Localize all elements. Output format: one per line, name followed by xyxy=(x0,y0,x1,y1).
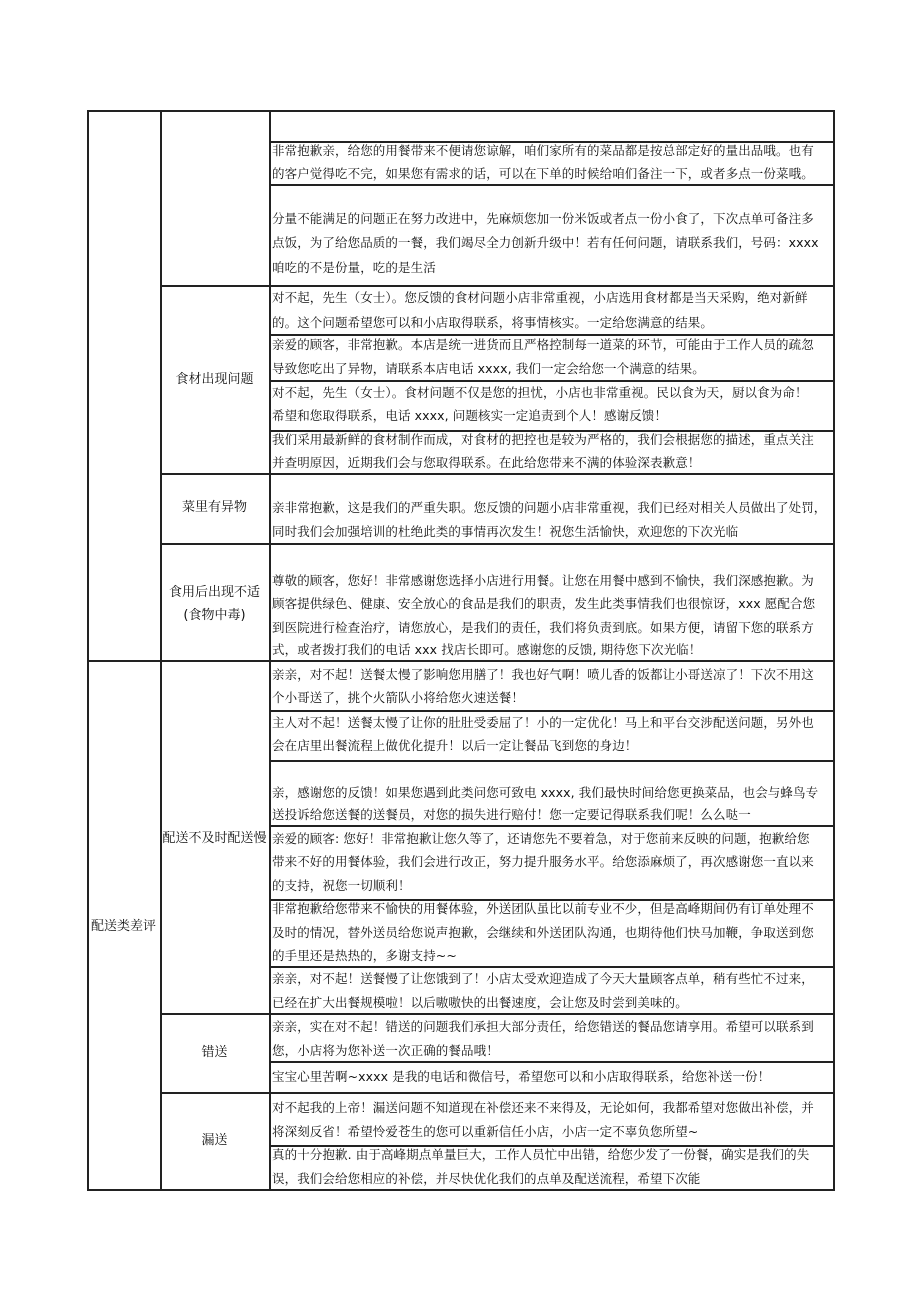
reply-line-missed: 误，我们会给您相应的补偿，并尽快优化我们的点单及配送流程，希望下次能 xyxy=(272,1171,701,1186)
reply-line-late: 亲亲，对不起！送餐慢了让您饿到了！小店太受欢迎造成了今天大量顾客点单，稍有些忙不过来， xyxy=(272,971,814,986)
subcategory-divider xyxy=(160,1013,269,1015)
column-divider-1 xyxy=(160,110,162,1189)
reply-line-portion: 的客户觉得吃不完，如果您有需求的话，可以在下单的时候给咱们备注一下，或者多点一份菜哦。 xyxy=(272,166,814,181)
reply-line-foreign: 同时我们会加强培训的杜绝此类的事情再次发生！祝您生活愉快，欢迎您的下次光临 xyxy=(272,524,739,539)
subcategory-label-foreign: 菜里有异物 xyxy=(181,500,247,515)
reply-line-portion: 非常抱歉亲，给您的用餐带来不便请您谅解，咱们家所有的菜品都是按总部定好的量出品哦。也有 xyxy=(272,143,814,158)
reply-line-illness: 顾客提供绿色、健康、安全放心的食品是我们的职责，发生此类事情我们也很惊讶，xxx 愿配合您 xyxy=(272,596,816,611)
reply-line-portion: 点饭，为了给您品质的一餐，我们竭尽全力创新升级中！若有任何问题，请联系我们，号码：xxxx xyxy=(272,235,819,250)
reply-divider xyxy=(269,543,833,545)
subcategory-divider xyxy=(160,285,269,287)
reply-line-food: 我们采用最新鲜的食材制作而成，对食材的把控也是较为严格的，我们会根据您的描述，重点关注 xyxy=(272,432,814,447)
reply-line-late: 带来不好的用餐体验，我们会进行改正，努力提升服务水平。给您添麻烦了，再次感谢您一直以来 xyxy=(272,854,814,869)
reply-line-food: 导致您吃出了异物，请联系本店电话 xxxx, 我们一定会给您一个满意的结果。 xyxy=(272,361,705,376)
reply-line-late: 的支持，祝您一切顺利！ xyxy=(272,878,411,893)
reply-line-late: 非常抱歉给您带来不愉快的用餐体验，外送团队虽比以前专业不少，但是高峰期间仍有订单处理不 xyxy=(272,901,814,916)
reply-line-illness: 到医院进行检查治疗，请您放心，是我们的责任，我们将负责到底。如果方便，请留下您的联系方 xyxy=(272,620,814,635)
reply-line-late: 会在店里出餐流程上做优化提升！以后一定让餐品飞到您的身边！ xyxy=(272,738,638,753)
subcategory-label-missed: 漏送 xyxy=(201,1133,228,1148)
reply-line-wrong: 亲亲，实在对不起！错送的问题我们承担大部分责任，给您错送的餐品您请享用。希望可以联系到 xyxy=(272,1019,814,1034)
subcategory-label-illness: 食用后出现不适 xyxy=(168,585,260,600)
reply-line-food: 亲爱的顾客，非常抱歉。本店是统一进货而且严格控制每一道菜的环节，可能由于工作人员的疏忽 xyxy=(272,337,814,352)
reply-line-illness: 式，或者拨打我们的电话 xxx 找店长即可。感谢您的反馈, 期待您下次光临！ xyxy=(272,642,702,657)
reply-line-food: 对不起，先生（女士）。食材问题不仅是您的担忧，小店也非常重视。民以食为天，厨以食为命！ xyxy=(272,385,808,400)
reply-line-wrong: 宝宝心里苦啊~xxxx 是我的电话和微信号，希望您可以和小店取得联系，给您补送一份！ xyxy=(272,1069,771,1084)
subcategory-divider xyxy=(160,543,269,545)
subcategory-divider xyxy=(160,473,269,475)
reply-line-illness: 尊敬的顾客，您好！非常感谢您选择小店进行用餐。让您在用餐中感到不愉快，我们深感抱歉。为 xyxy=(272,573,814,588)
reply-line-late: 及时的情况，替外送员给您说声抱歉，会继续和外送团队沟通，也期待他们快马加鞭，争取送到您 xyxy=(272,925,814,940)
subcategory-divider xyxy=(160,660,269,662)
reply-line-food: 希望和您取得联系，电话 xxxx, 问题核实一定追责到个人！感谢反馈！ xyxy=(272,408,668,423)
reply-line-late: 已经在扩大出餐规模啦！以后嗷嗷快的出餐速度，会让您及时尝到美味的。 xyxy=(272,995,688,1010)
subcategory-label-wrong: 错送 xyxy=(201,1045,228,1060)
reply-line-late: 亲爱的顾客: 您好！非常抱歉让您久等了，还请您先不要着急，对于您前来反映的问题，抱歉给您 xyxy=(272,831,810,846)
table-border-right xyxy=(833,110,835,1189)
category-divider xyxy=(87,660,160,662)
reply-line-late: 主人对不起！送餐太慢了让你的肚肚受委屈了！小的一定优化！马上和平台交涉配送问题，另外也 xyxy=(272,715,814,730)
reply-line-food: 对不起，先生（女士）。您反馈的食材问题小店非常重视，小店选用食材都是当天采购，绝对新鲜 xyxy=(272,290,808,305)
reply-line-late: 个小哥送了，挑个火箭队小将给您火速送餐！ xyxy=(272,690,525,705)
subcategory-label-late: 配送不及时配送慢 xyxy=(162,831,267,846)
reply-line-foreign: 亲非常抱歉，这是我们的严重失职。您反馈的问题小店非常重视，我们已经对相关人员做出了处罚， xyxy=(272,500,827,515)
reply-line-late: 亲亲，对不起！送餐太慢了影响您用膳了！我也好气啊！喷儿香的饭都让小哥送凉了！下次不用这 xyxy=(272,667,814,682)
table-border-left xyxy=(87,110,89,1189)
reply-line-missed: 对不起我的上帝！漏送问题不知道现在补偿还来不来得及，无论如何，我都希望对您做出补偿，并 xyxy=(272,1100,814,1115)
subcategory-divider xyxy=(160,1092,269,1094)
subcategory-label-illness-note: (食物中毒) xyxy=(183,608,246,623)
reply-line-missed: 将深刻反省！希望怜爱苍生的您可以重新信任小店，小店一定不辜负您所望~ xyxy=(272,1124,699,1139)
column-divider-2 xyxy=(269,110,271,1189)
reply-line-missed: 真的十分抱歉. 由于高峰期点单量巨大，工作人员忙中出错，给您少发了一份餐，确实是我们的失 xyxy=(272,1147,810,1162)
table-border-top xyxy=(87,110,835,112)
reply-divider xyxy=(269,760,833,762)
reply-divider xyxy=(269,1092,833,1094)
subcategory-label-food: 食材出现问题 xyxy=(175,372,254,387)
reply-line-portion: 咱吃的不是份量，吃的是生活 xyxy=(272,260,436,275)
reply-line-food: 并查明原因，近期我们会与您取得联系。在此给您带来不满的体验深表歉意！ xyxy=(272,455,701,470)
reply-line-late: 亲，感谢您的反馈！如果您遇到此类问您可致电 xxxx, 我们最快时间给您更换菜品，也会与蜂鸟专 xyxy=(272,785,819,800)
reply-line-late: 的手里还是热热的，多谢支持~~ xyxy=(272,948,457,963)
reply-line-portion: 分量不能满足的问题正在努力改进中，先麻烦您加一份米饭或者点一份小食了，下次点单可备注多 xyxy=(272,211,814,226)
reply-line-wrong: 您，小店将为您补送一次正确的餐品哦！ xyxy=(272,1043,499,1058)
reply-line-food: 的。这个问题希望您可以和小店取得联系，将事情核实。一定给您满意的结果。 xyxy=(272,315,714,330)
reply-line-late: 送投诉给您送餐的送餐员，对您的损失进行赔付！您一定要记得联系我们呢！么么哒一 xyxy=(272,807,751,822)
category-label-delivery: 配送类差评 xyxy=(90,919,156,934)
